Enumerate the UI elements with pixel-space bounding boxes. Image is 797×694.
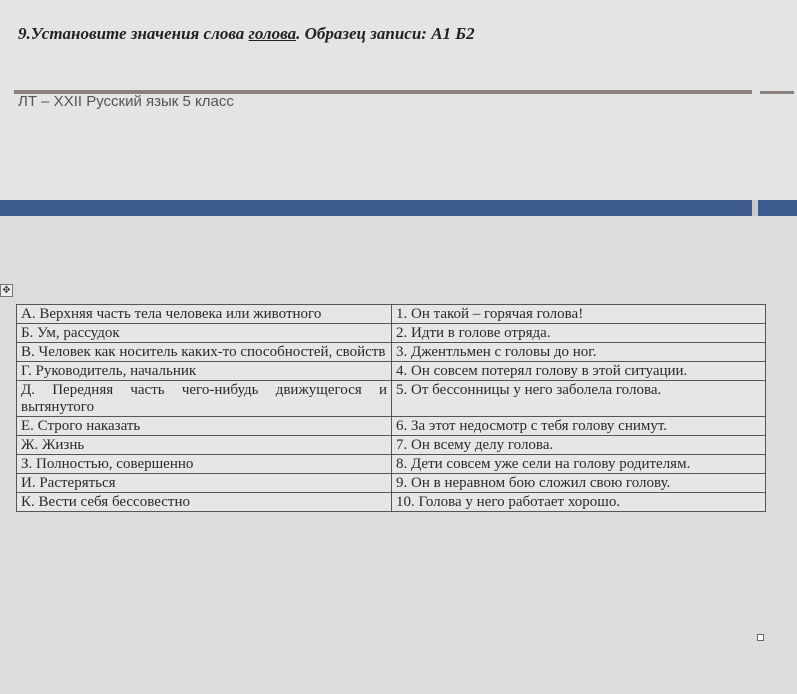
meaning-cell[interactable]: В. Человек как носитель каких-то способностей, свойств	[17, 343, 392, 362]
meaning-cell[interactable]: Г. Руководитель, начальник	[17, 362, 392, 381]
meaning-cell[interactable]: Е. Строго наказать	[17, 417, 392, 436]
task-number: 9.	[18, 24, 31, 43]
page-break-gap	[752, 200, 758, 216]
table-row	[17, 362, 766, 381]
table-row	[17, 305, 766, 324]
table-row	[17, 381, 766, 417]
table-move-handle-icon[interactable]: ✥	[0, 284, 13, 297]
task-title	[18, 24, 475, 44]
example-cell[interactable]: 5. От бессонницы у него заболела голова.	[392, 381, 766, 417]
table-row	[17, 343, 766, 362]
page-break-band	[0, 200, 797, 216]
example-cell[interactable]: 4. Он совсем потерял голову в этой ситуации.	[392, 362, 766, 381]
meaning-cell[interactable]: З. Полностью, совершенно	[17, 455, 392, 474]
table-resize-handle[interactable]	[757, 634, 764, 641]
meaning-cell[interactable]: Ж. Жизнь	[17, 436, 392, 455]
task-prefix: Установите значения слова	[30, 24, 249, 43]
example-cell[interactable]: 8. Дети совсем уже сели на голову родителям.	[392, 455, 766, 474]
meaning-cell[interactable]: И. Растеряться	[17, 474, 392, 493]
table-row	[17, 474, 766, 493]
meaning-cell[interactable]: К. Вести себя бессовестно	[17, 493, 392, 512]
example-cell[interactable]: 2. Идти в голове отряда.	[392, 324, 766, 343]
page-top	[0, 0, 797, 200]
task-suffix: . Образец записи: А1 Б2	[296, 24, 475, 43]
meaning-cell[interactable]: Б. Ум, рассудок	[17, 324, 392, 343]
example-cell[interactable]: 1. Он такой – горячая голова!	[392, 305, 766, 324]
table-row	[17, 417, 766, 436]
example-cell[interactable]: 10. Голова у него работает хорошо.	[392, 493, 766, 512]
matching-table	[16, 304, 766, 512]
page-footer-text: ЛТ – XXII Русский язык 5 класс	[18, 93, 234, 110]
footer-rule-end	[760, 91, 794, 94]
task-word: голова	[248, 24, 297, 43]
table-row	[17, 436, 766, 455]
meaning-cell[interactable]: Д. Передняя часть чего-нибудь движущегося и вытянутого	[17, 381, 392, 417]
example-cell[interactable]: 7. Он всему делу голова.	[392, 436, 766, 455]
table-row	[17, 455, 766, 474]
table-row	[17, 324, 766, 343]
meaning-cell[interactable]: А. Верхняя часть тела человека или животного	[17, 305, 392, 324]
example-cell[interactable]: 3. Джентльмен с головы до ног.	[392, 343, 766, 362]
table-row	[17, 493, 766, 512]
example-cell[interactable]: 9. Он в неравном бою сложил свою голову.	[392, 474, 766, 493]
example-cell[interactable]: 6. За этот недосмотр с тебя голову снимут.	[392, 417, 766, 436]
